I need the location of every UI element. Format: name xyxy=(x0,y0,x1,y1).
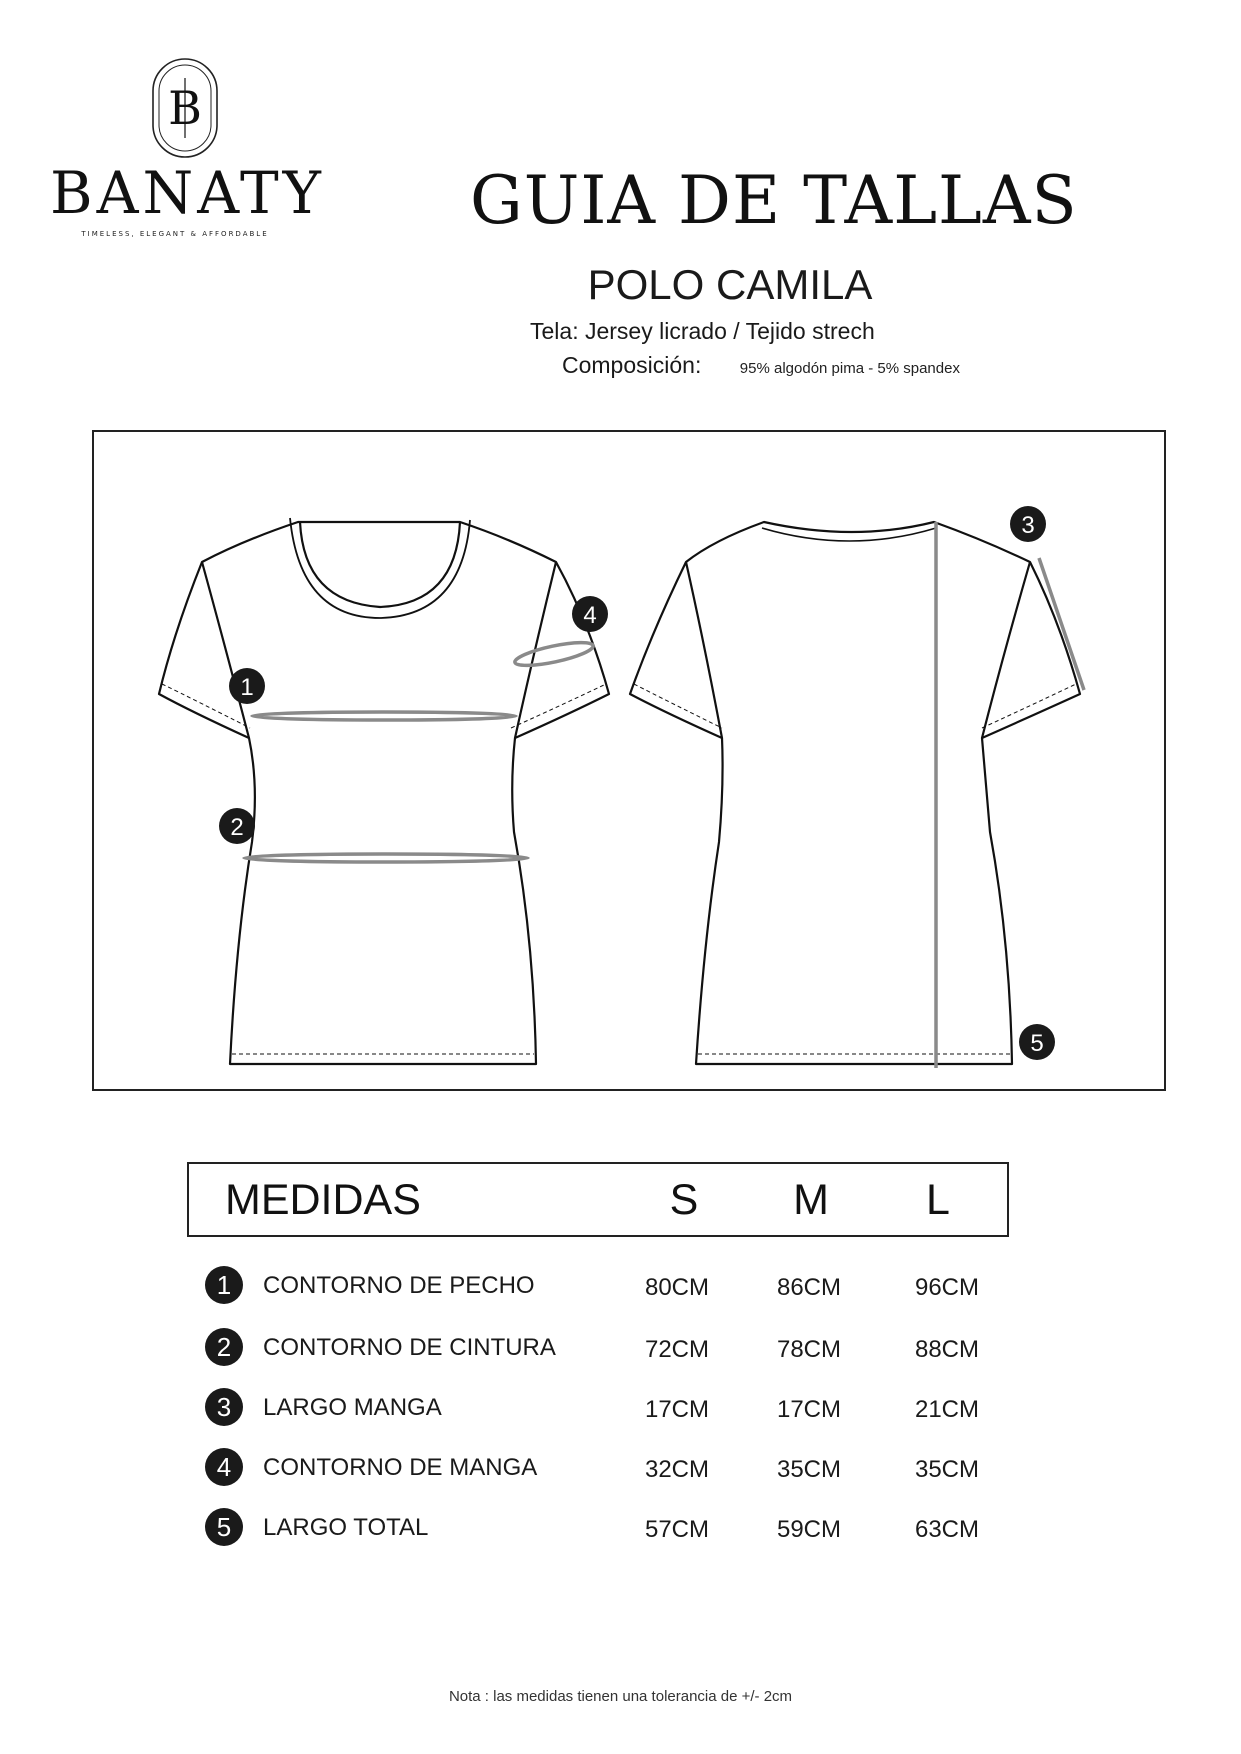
value-m: 59CM xyxy=(776,1516,842,1543)
shirt-back xyxy=(630,522,1080,1064)
table-row xyxy=(205,1266,1005,1306)
svg-text:5: 5 xyxy=(1030,1030,1044,1057)
garment-drawing xyxy=(94,432,1168,1093)
row-number-badge: 5 xyxy=(205,1508,243,1546)
diagram-markers xyxy=(219,506,1055,1060)
size-l-heading: L xyxy=(926,1176,950,1224)
value-s: 80CM xyxy=(644,1274,710,1301)
row-label: LARGO TOTAL xyxy=(263,1514,429,1541)
chest-measure-line xyxy=(252,712,516,720)
table-row xyxy=(205,1388,1005,1428)
svg-text:3: 3 xyxy=(1021,512,1035,539)
size-table-header xyxy=(187,1162,1009,1237)
page-title: GUIA DE TALLAS xyxy=(470,162,1078,239)
table-row xyxy=(205,1448,1005,1488)
svg-text:4: 4 xyxy=(583,602,597,629)
value-l: 88CM xyxy=(914,1336,980,1363)
size-m-heading: M xyxy=(793,1176,829,1224)
value-l: 21CM xyxy=(914,1396,980,1423)
value-s: 57CM xyxy=(644,1516,710,1543)
marker-1-icon xyxy=(229,668,265,704)
table-row xyxy=(205,1328,1005,1368)
value-m: 17CM xyxy=(776,1396,842,1423)
garment-diagram xyxy=(92,430,1166,1091)
value-s: 32CM xyxy=(644,1456,710,1483)
value-l: 35CM xyxy=(914,1456,980,1483)
measure-lines xyxy=(244,522,1084,1068)
row-label: CONTORNO DE PECHO xyxy=(263,1272,535,1299)
logo-letter: B xyxy=(168,81,202,135)
svg-text:1: 1 xyxy=(240,674,254,701)
value-m: 35CM xyxy=(776,1456,842,1483)
row-number-badge: 3 xyxy=(205,1388,243,1426)
row-number-badge: 2 xyxy=(205,1328,243,1366)
marker-3-icon xyxy=(1010,506,1046,542)
fabric-info: Tela: Jersey licrado / Tejido strech xyxy=(530,318,875,344)
size-s-heading: S xyxy=(669,1176,699,1224)
sleeve-contour-measure-line xyxy=(513,638,595,670)
composition-value: 95% algodón pima - 5% spandex xyxy=(739,360,960,377)
composition-info xyxy=(562,352,960,379)
composition-label: Composición: xyxy=(562,352,702,378)
svg-text:2: 2 xyxy=(230,814,244,841)
measures-heading: MEDIDAS xyxy=(225,1176,421,1224)
value-s: 17CM xyxy=(644,1396,710,1423)
marker-4-icon xyxy=(572,596,608,632)
logo-monogram-icon xyxy=(150,56,220,160)
row-number-badge: 4 xyxy=(205,1448,243,1486)
brand-tagline: TIMELESS, ELEGANT & AFFORDABLE xyxy=(81,230,269,238)
value-l: 96CM xyxy=(914,1274,980,1301)
waist-measure-line xyxy=(244,854,528,862)
row-number-badge: 1 xyxy=(205,1266,243,1304)
marker-5-icon xyxy=(1019,1024,1055,1060)
row-label: LARGO MANGA xyxy=(263,1394,442,1421)
value-m: 78CM xyxy=(776,1336,842,1363)
brand-logo xyxy=(50,56,325,246)
table-row xyxy=(205,1508,1005,1548)
shirt-front xyxy=(159,518,609,1064)
brand-name: BANATY xyxy=(50,159,325,227)
value-m: 86CM xyxy=(776,1274,842,1301)
row-label: CONTORNO DE MANGA xyxy=(263,1454,538,1481)
product-name: POLO CAMILA xyxy=(587,261,873,308)
tolerance-note: Nota : las medidas tienen una tolerancia de +/- 2cm xyxy=(448,1688,793,1705)
value-s: 72CM xyxy=(644,1336,710,1363)
value-l: 63CM xyxy=(914,1516,980,1543)
sleeve-length-measure-line xyxy=(1039,558,1084,690)
row-label: CONTORNO DE CINTURA xyxy=(263,1334,556,1361)
marker-2-icon xyxy=(219,808,255,844)
